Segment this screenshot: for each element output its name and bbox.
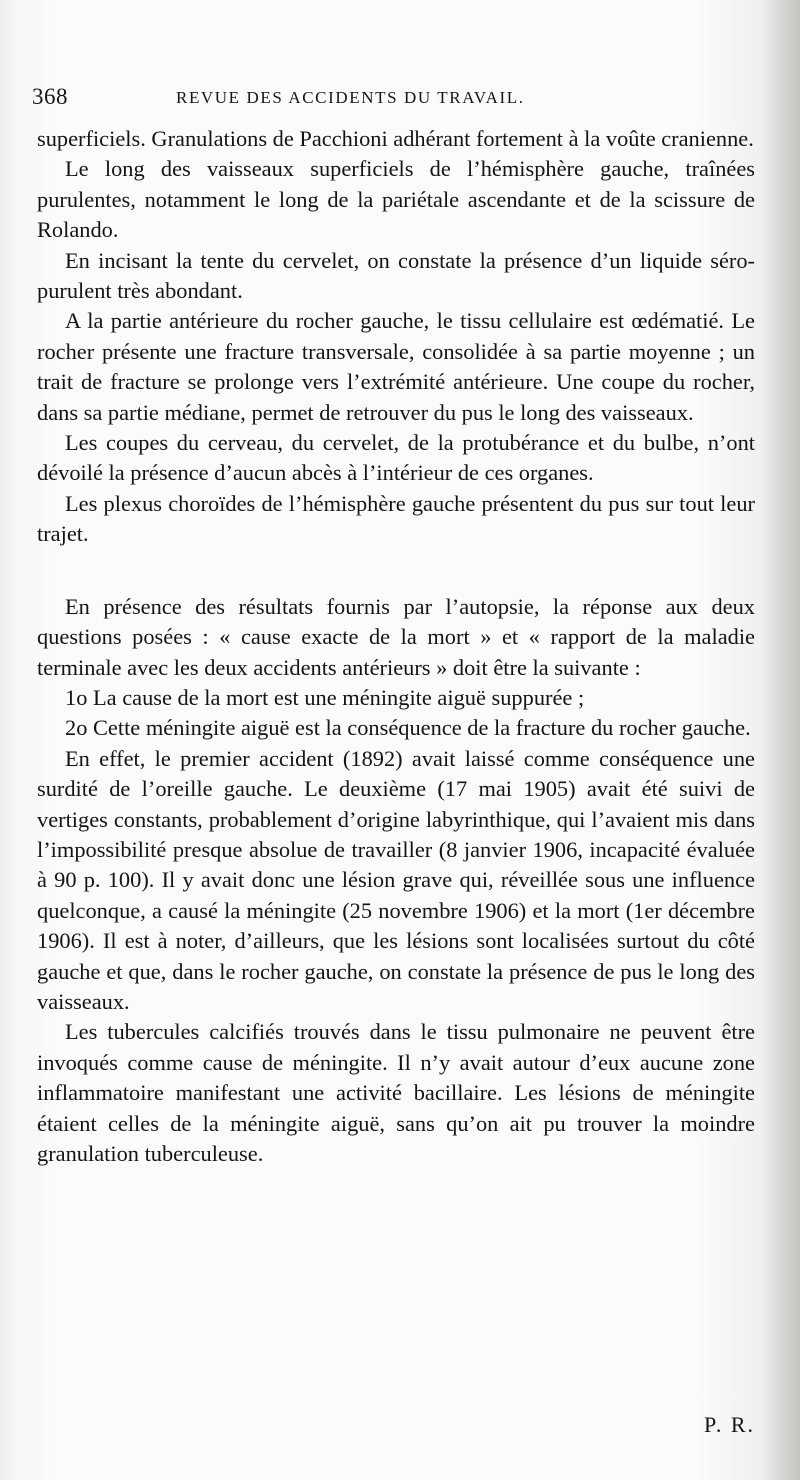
section-gap [37, 550, 755, 592]
conclusion-item-2: 2o Cette méningite aiguë est la conséquence de la fracture du rocher gauche. [65, 715, 751, 741]
paragraph-brain-sections: Les coupes du cerveau, du cervelet, de la protubérance et du bulbe, n’ont dévoilé la présence d’aucun abcès à l’intérieur de ces organes. [37, 430, 755, 486]
paragraph-vessels: Le long des vaisseaux superficiels de l’hémisphère gauche, traînées purulentes, notamment le long de la pariétale ascendante et de la scissure de Rolando. [37, 156, 755, 243]
page-header [32, 84, 752, 114]
paragraph-tentorium: En incisant la tente du cervelet, on constate la présence d’un liquide séro-purulent très abondant. [37, 247, 755, 304]
conclusion-item-1: 1o La cause de la mort est une méningite aiguë suppurée ; [65, 684, 585, 710]
running-head: REVUE DES ACCIDENTS DU TRAVAIL. [176, 88, 525, 107]
body-text [37, 124, 755, 1169]
paragraph-conclusion-intro: En présence des résultats fournis par l’autopsie, la réponse aux deux questions posées : « cause exacte de la mort » et « rapport de la maladie terminale avec les deux accidents antérieurs » doit être la suivante : [37, 593, 755, 680]
paragraph-history: En effet, le premier accident (1892) avait laissé comme conséquence une surdité de l’oreille gauche. Le deuxième (17 mai 1905) avait été suivi de vertiges constants, probablement d’origine labyrinthique, qui l’avaient mis dans l’impossibilité presque absolue de travailler (8 janvier 1906, incapacité évaluée à 90 p. 100). Il y avait donc une lésion grave qui, réveillée sous une influence quelconque, a causé la méningite (25 novembre 1906) et la mort (1er décembre 1906). Il est à noter, d’ailleurs, que les lésions sont localisées surtout du côté gauche et que, dans le rocher gauche, on constate la présence de pus le long des vaisseaux. [37, 745, 755, 1014]
author-initials: P. R. [704, 1412, 755, 1437]
paragraph-choroid-plexus: Les plexus choroïdes de l’hémisphère gauche présentent du pus sur tout leur trajet. [37, 490, 755, 547]
page-number: 368 [32, 84, 68, 109]
paragraph-continuation: superficiels. Granulations de Pacchioni adhérant fortement à la voûte cranienne. [37, 126, 754, 151]
paragraph-tubercles: Les tubercules calcifiés trouvés dans le tissu pulmonaire ne peuvent être invoqués comme cause de méningite. Il n’y avait autour d’eux aucune zone inflammatoire manifestant une activité bacillaire. Les lésions de méningite étaient celles de la méningite aiguë, sans qu’on ait pu trouver la moindre granulation tuberculeuse. [37, 1019, 755, 1166]
paragraph-petrous-bone: A la partie antérieure du rocher gauche, le tissu cellulaire est œdématié. Le rocher présente une fracture transversale, consolidée à sa partie moyenne ; un trait de fracture se prolonge vers l’extrémité antérieure. Une coupe du rocher, dans sa partie médiane, permet de retrouver du pus le long des vaisseaux. [37, 308, 755, 425]
